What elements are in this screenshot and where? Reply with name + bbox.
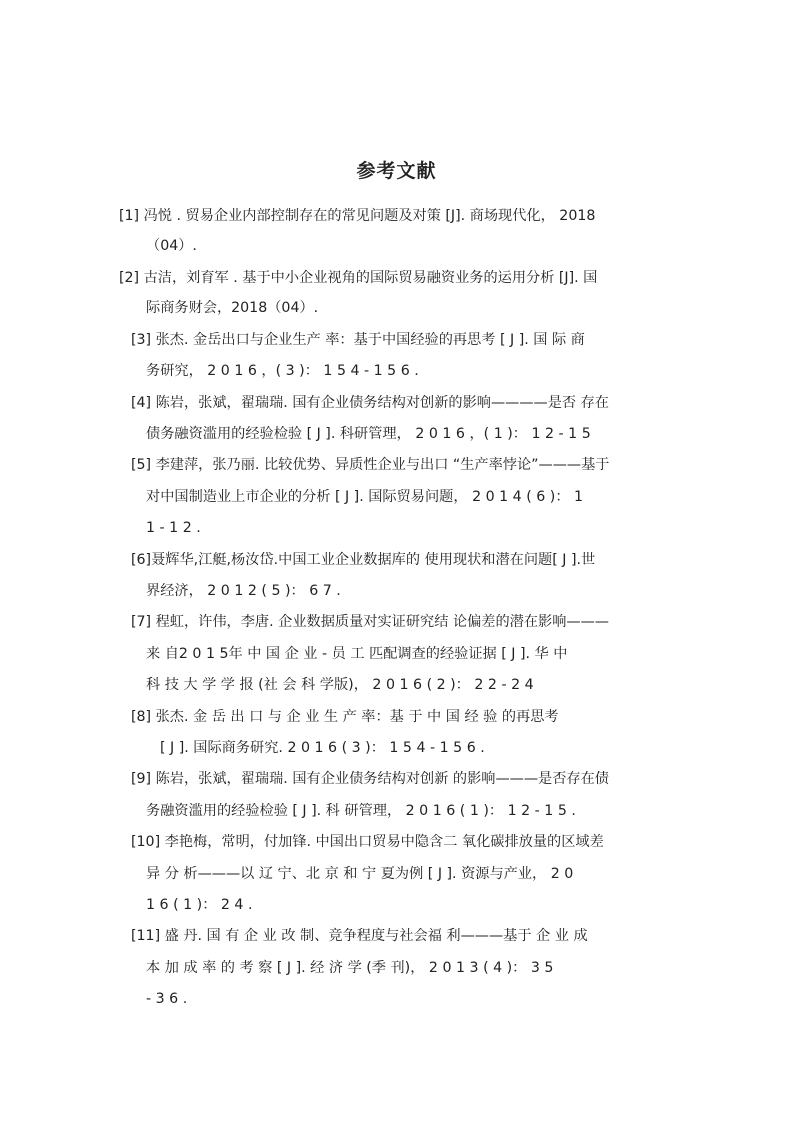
reference-9-line-2: 务融资滥用的经验检验 [ J ]. 科 研管理， 2 0 1 6 ( 1 )： 1 2 - 1 5 . [146, 803, 576, 819]
reference-1-line-2: （04）. [146, 238, 197, 254]
reference-11-line-3: - 3 6 . [146, 991, 188, 1007]
reference-10-line-1: [10] 李艳梅，常明，付加锋. 中国出口贸易中隐含二 氧化碳排放量的区域差 [131, 834, 604, 850]
reference-6-line-1: [6]聂辉华,江艇,杨汝岱.中国工业企业数据库的 使用现状和潜在问题[ J ].世 [131, 552, 596, 568]
reference-7-line-1: [7] 程虹，许伟，李唐. 企业数据质量对实证研究结 论偏差的潜在影响——— [131, 614, 609, 630]
reference-5-line-1: [5] 李建萍，张乃丽. 比较优势、异质性企业与出口 “生产率悖论”———基于 [131, 457, 610, 473]
reference-5-line-3: 1 - 1 2 . [146, 520, 201, 536]
page-title: 参考文献 [356, 160, 437, 182]
reference-4-line-1: [4] 陈岩，张斌，翟瑞瑞. 国有企业债务结构对创新的影响————是否 存在 [131, 395, 609, 411]
reference-10-line-3: 1 6 ( 1 )： 2 4 . [146, 897, 253, 913]
reference-6-line-2: 界经济， 2 0 1 2 ( 5 )： 6 7 . [146, 583, 341, 599]
reference-8-line-1: [8] 张杰. 金 岳 出 口 与 企 业 生 产 率：基 于 中 国 经 验 的再思考 [131, 709, 559, 725]
reference-3-line-1: [3] 张杰. 金岳出口与企业生产 率：基于中国经验的再思考 [ J ]. 国 际 商 [131, 332, 585, 348]
reference-8-line-2: [ J ]. 国际商务研究. 2 0 1 6 ( 3 )： 1 5 4 - 1 5 6 . [160, 740, 485, 756]
reference-4-line-2: 债务融资滥用的经验检验 [ J ]. 科研管理， 2 0 1 6 ，( 1 )： 1 2 - 1 5 [146, 426, 591, 442]
reference-2-line-1: [2] 古洁，刘育军 . 基于中小企业视角的国际贸易融资业务的运用分析 [J]. 国 [119, 270, 598, 286]
reference-1-line-1: [1] 冯悦 . 贸易企业内部控制存在的常见问题及对策 [J]. 商场现代化， 2018 [119, 208, 596, 224]
reference-7-line-2: 来 自2 0 1 5年 中 国 企 业 - 员 工 匹配调查的经验证据 [ J ]. 华 中 [146, 646, 568, 662]
reference-3-line-2: 务研究， 2 0 1 6 ，( 3 )： 1 5 4 - 1 5 6 . [146, 363, 419, 379]
reference-5-line-2: 对中国制造业上市企业的分析 [ J ]. 国际贸易问题， 2 0 1 4 ( 6 )： 1 [146, 489, 584, 505]
reference-10-line-2: 异 分 析———以 辽 宁、北 京 和 宁 夏为例 [ J ]. 资源与产业， 2 0 [146, 866, 574, 882]
reference-11-line-2: 本 加 成 率 的 考 察 [ J ]. 经 济 学 (季 刊)， 2 0 1 3 ( 4 )： 3 5 [146, 960, 554, 976]
reference-9-line-1: [9] 陈岩，张斌，翟瑞瑞. 国有企业债务结构对创新 的影响———是否存在债 [131, 771, 609, 787]
reference-2-line-2: 际商务财会，2018（04）. [146, 300, 319, 316]
reference-11-line-1: [11] 盛 丹. 国 有 企 业 改 制、竞争程度与社会福 利———基于 企 业 成 [131, 928, 588, 944]
reference-7-line-3: 科 技 大 学 学 报 (社 会 科 学版)， 2 0 1 6 ( 2 )： 2 2 - 2 4 [146, 677, 534, 693]
